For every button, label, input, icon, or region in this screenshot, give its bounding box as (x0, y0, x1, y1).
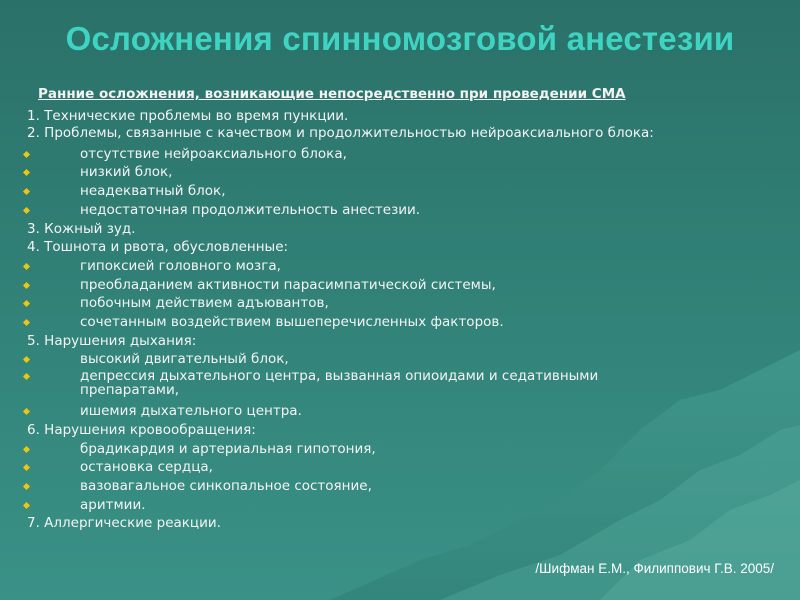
item-text: 4. Тошнота и рвота, обусловленные: (27, 239, 289, 256)
item-text: 3. Кожный зуд. (27, 220, 136, 237)
bullet-item (0, 350, 800, 369)
bullet-item (0, 276, 800, 295)
bullet-item (0, 369, 700, 402)
diamond-bullet-icon (23, 151, 30, 158)
diamond-bullet-icon (23, 169, 30, 176)
item-text: неадекватный блок, (80, 183, 226, 200)
item-text: отсутствие нейроаксиального блока, (80, 145, 347, 162)
citation: /Шифман Е.М., Филиппович Г.В. 2005/ (535, 561, 774, 576)
diamond-bullet-icon (23, 502, 30, 509)
item-text: гипоксией головного мозга, (80, 257, 281, 274)
bullet-item (0, 257, 800, 276)
item-text: аритмии. (80, 496, 146, 513)
diamond-bullet-icon (23, 356, 30, 363)
bullet-item (0, 201, 800, 220)
slide-title: Осложнения спинномозговой анестезии (65, 20, 735, 57)
bullet-item (0, 294, 800, 313)
item-text: брадикардия и артериальная гипотония, (80, 440, 376, 457)
item-text: 6. Нарушения кровообращения: (27, 421, 256, 438)
item-text: 1. Технические проблемы во время пункции. (27, 108, 349, 124)
numbered-item (0, 514, 800, 533)
item-text: 2. Проблемы, связанные с качеством и продолжительностью нейроаксиального блока: (27, 124, 654, 141)
item-text: ишемия дыхательного центра. (80, 403, 302, 420)
numbered-item (0, 332, 800, 351)
item-text: побочным действием адъювантов, (80, 295, 329, 312)
item-text: сочетанным воздействием вышеперечисленных факторов. (80, 314, 504, 331)
complications-list (0, 107, 800, 533)
bullet-item (0, 440, 800, 459)
item-text: 5. Нарушения дыхания: (27, 332, 197, 349)
diamond-bullet-icon (23, 300, 30, 307)
bullet-item (0, 163, 800, 182)
item-text: низкий блок, (80, 164, 173, 181)
diamond-bullet-icon (23, 483, 30, 490)
bullet-item (0, 182, 800, 201)
numbered-item (0, 421, 800, 440)
numbered-item (0, 107, 800, 126)
diamond-bullet-icon (23, 408, 30, 415)
bullet-item (0, 458, 800, 477)
diamond-bullet-icon (23, 464, 30, 471)
section-subtitle: Ранние осложнения, возникающие непосредственно при проведении СМА (38, 86, 626, 102)
diamond-bullet-icon (23, 373, 30, 380)
item-text: высокий двигательный блок, (80, 351, 289, 368)
item-text: вазовагальное синкопальное состояние, (80, 477, 372, 494)
diamond-bullet-icon (23, 207, 30, 214)
bullet-item (0, 145, 800, 164)
diamond-bullet-icon (23, 319, 30, 326)
bullet-item (0, 313, 800, 332)
item-text: недостаточная продолжительность анестезии. (80, 201, 421, 218)
numbered-item (0, 220, 800, 239)
diamond-bullet-icon (23, 263, 30, 270)
diamond-bullet-icon (23, 188, 30, 195)
bullet-item (0, 477, 800, 496)
diamond-bullet-icon (23, 282, 30, 289)
numbered-item (0, 126, 727, 145)
item-text: 7. Аллергические реакции. (27, 515, 221, 532)
item-text: остановка сердца, (80, 459, 213, 476)
item-text: преобладанием активности парасимпатической системы, (80, 276, 496, 293)
diamond-bullet-icon (23, 446, 30, 453)
bullet-item (0, 496, 800, 515)
item-text: депрессия дыхательного центра, вызванная опиоидами и седативными препаратами, (80, 368, 599, 399)
bullet-item (0, 402, 800, 421)
numbered-item (0, 238, 800, 257)
